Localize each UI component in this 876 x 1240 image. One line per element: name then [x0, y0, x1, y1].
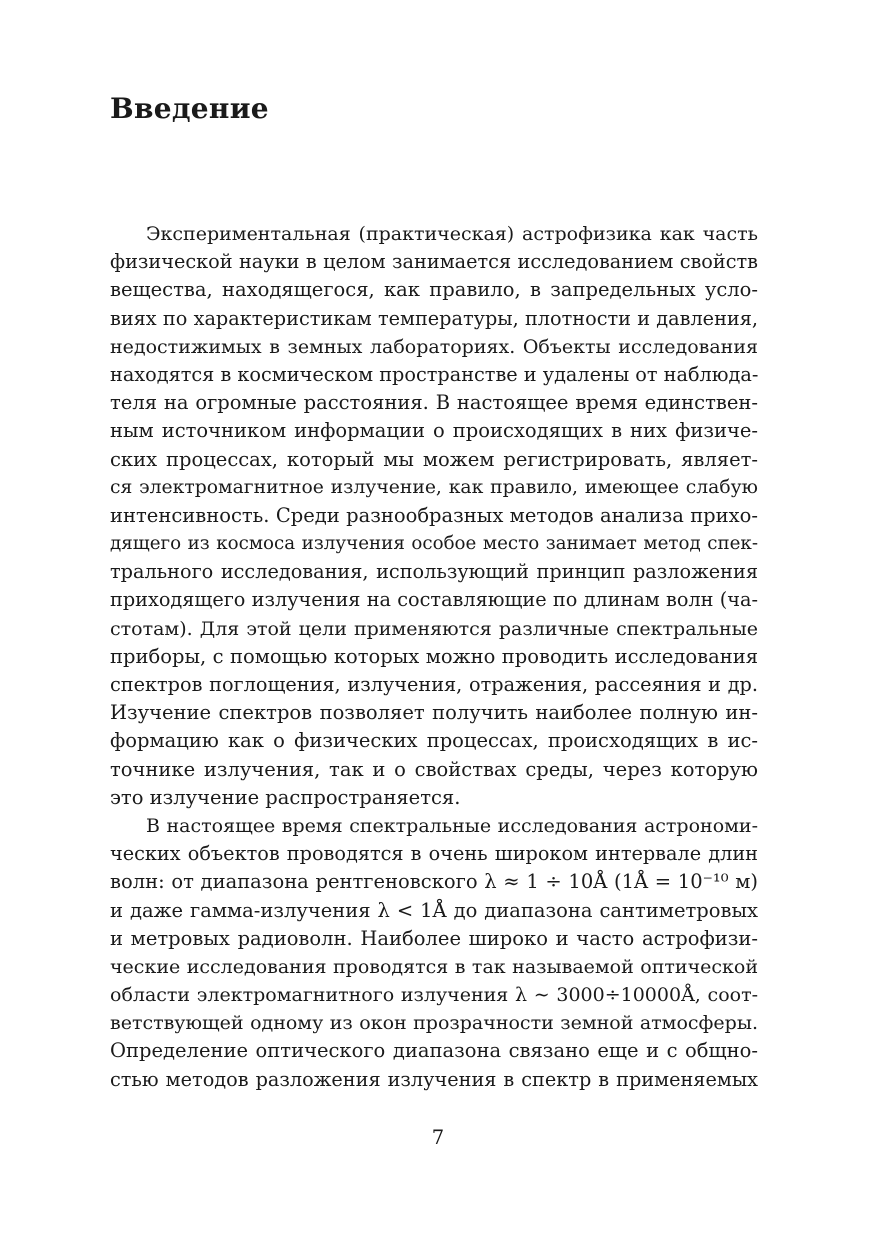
text-line: области электромагнитного излучения λ ∼ 3000÷10000Å, соот- — [110, 984, 758, 1007]
text-line: стотам). Для этой цели применяются различные спектральные — [110, 617, 758, 640]
page-title: Введение — [110, 92, 269, 125]
text-line: Определение оптического диапазона связано еще и с общно- — [110, 1039, 758, 1063]
text-line: находятся в космическом пространстве и удалены от наблюда- — [110, 362, 759, 386]
text-line: ческие исследования проводятся в так называемой оптической — [110, 955, 758, 978]
text-line: ным источником информации о происходящих в них физиче- — [110, 419, 758, 443]
text-line: ся электромагнитное излучение, как правило, имеющее слабую — [110, 476, 758, 498]
text-line: и метровых радиоволн. Наиболее широко и часто астрофизи- — [110, 926, 758, 950]
text-line: приходящего излучения на составляющие по длинам волн (ча- — [110, 588, 758, 612]
text-line: формацию как о физических процессах, происходящих в ис- — [110, 729, 758, 753]
text-line: теля на огромные расстояния. В настоящее время единствен- — [110, 391, 758, 415]
text-line: недостижимых в земных лабораториях. Объекты исследования — [110, 335, 758, 358]
page-number: 7 — [431, 1126, 445, 1149]
text-line: вещества, находящегося, как правило, в запредельных усло- — [110, 278, 758, 302]
text-line: ческих объектов проводятся в очень широком интервале длин — [110, 842, 758, 866]
text-line: это излучение распространяется. — [110, 785, 461, 809]
text-line: приборы, с помощью которых можно проводить исследования — [110, 644, 758, 668]
text-line: физической науки в целом занимается исследованием свойств — [110, 250, 758, 274]
text-line: ветствующей одному из окон прозрачности земной атмосферы. — [110, 1012, 758, 1035]
text-line: спектров поглощения, излучения, отражения, рассеяния и др. — [110, 673, 758, 696]
text-line: волн: от диапазона рентгеновского λ ≈ 1 ÷ 10Å (1Å = 10⁻¹⁰ м) — [110, 870, 758, 894]
text-line: и даже гамма-излучения λ < 1Å до диапазона сантиметровых — [110, 898, 758, 922]
text-line: точнике излучения, так и о свойствах среды, через которую — [110, 757, 758, 781]
text-line: Изучение спектров позволяет получить наиболее полную ин- — [110, 701, 758, 725]
text-line: ских процессах, который мы можем регистрировать, являет- — [110, 447, 758, 471]
text-line: В настоящее время спектральные исследования астрономи- — [146, 814, 758, 837]
text-line: стью методов разложения излучения в спектр в применяемых — [110, 1067, 758, 1091]
text-line: Экспериментальная (практическая) астрофизика как часть — [146, 223, 758, 245]
text-line: трального исследования, использующий принцип разложения — [110, 560, 758, 584]
body-text — [110, 220, 758, 1094]
text-line: виях по характеристикам температуры, плотности и давления, — [110, 306, 758, 330]
text-line: дящего из космоса излучения особое место занимает метод спек- — [110, 533, 758, 555]
text-line: интенсивность. Среди разнообразных методов анализа прихо- — [110, 503, 758, 527]
